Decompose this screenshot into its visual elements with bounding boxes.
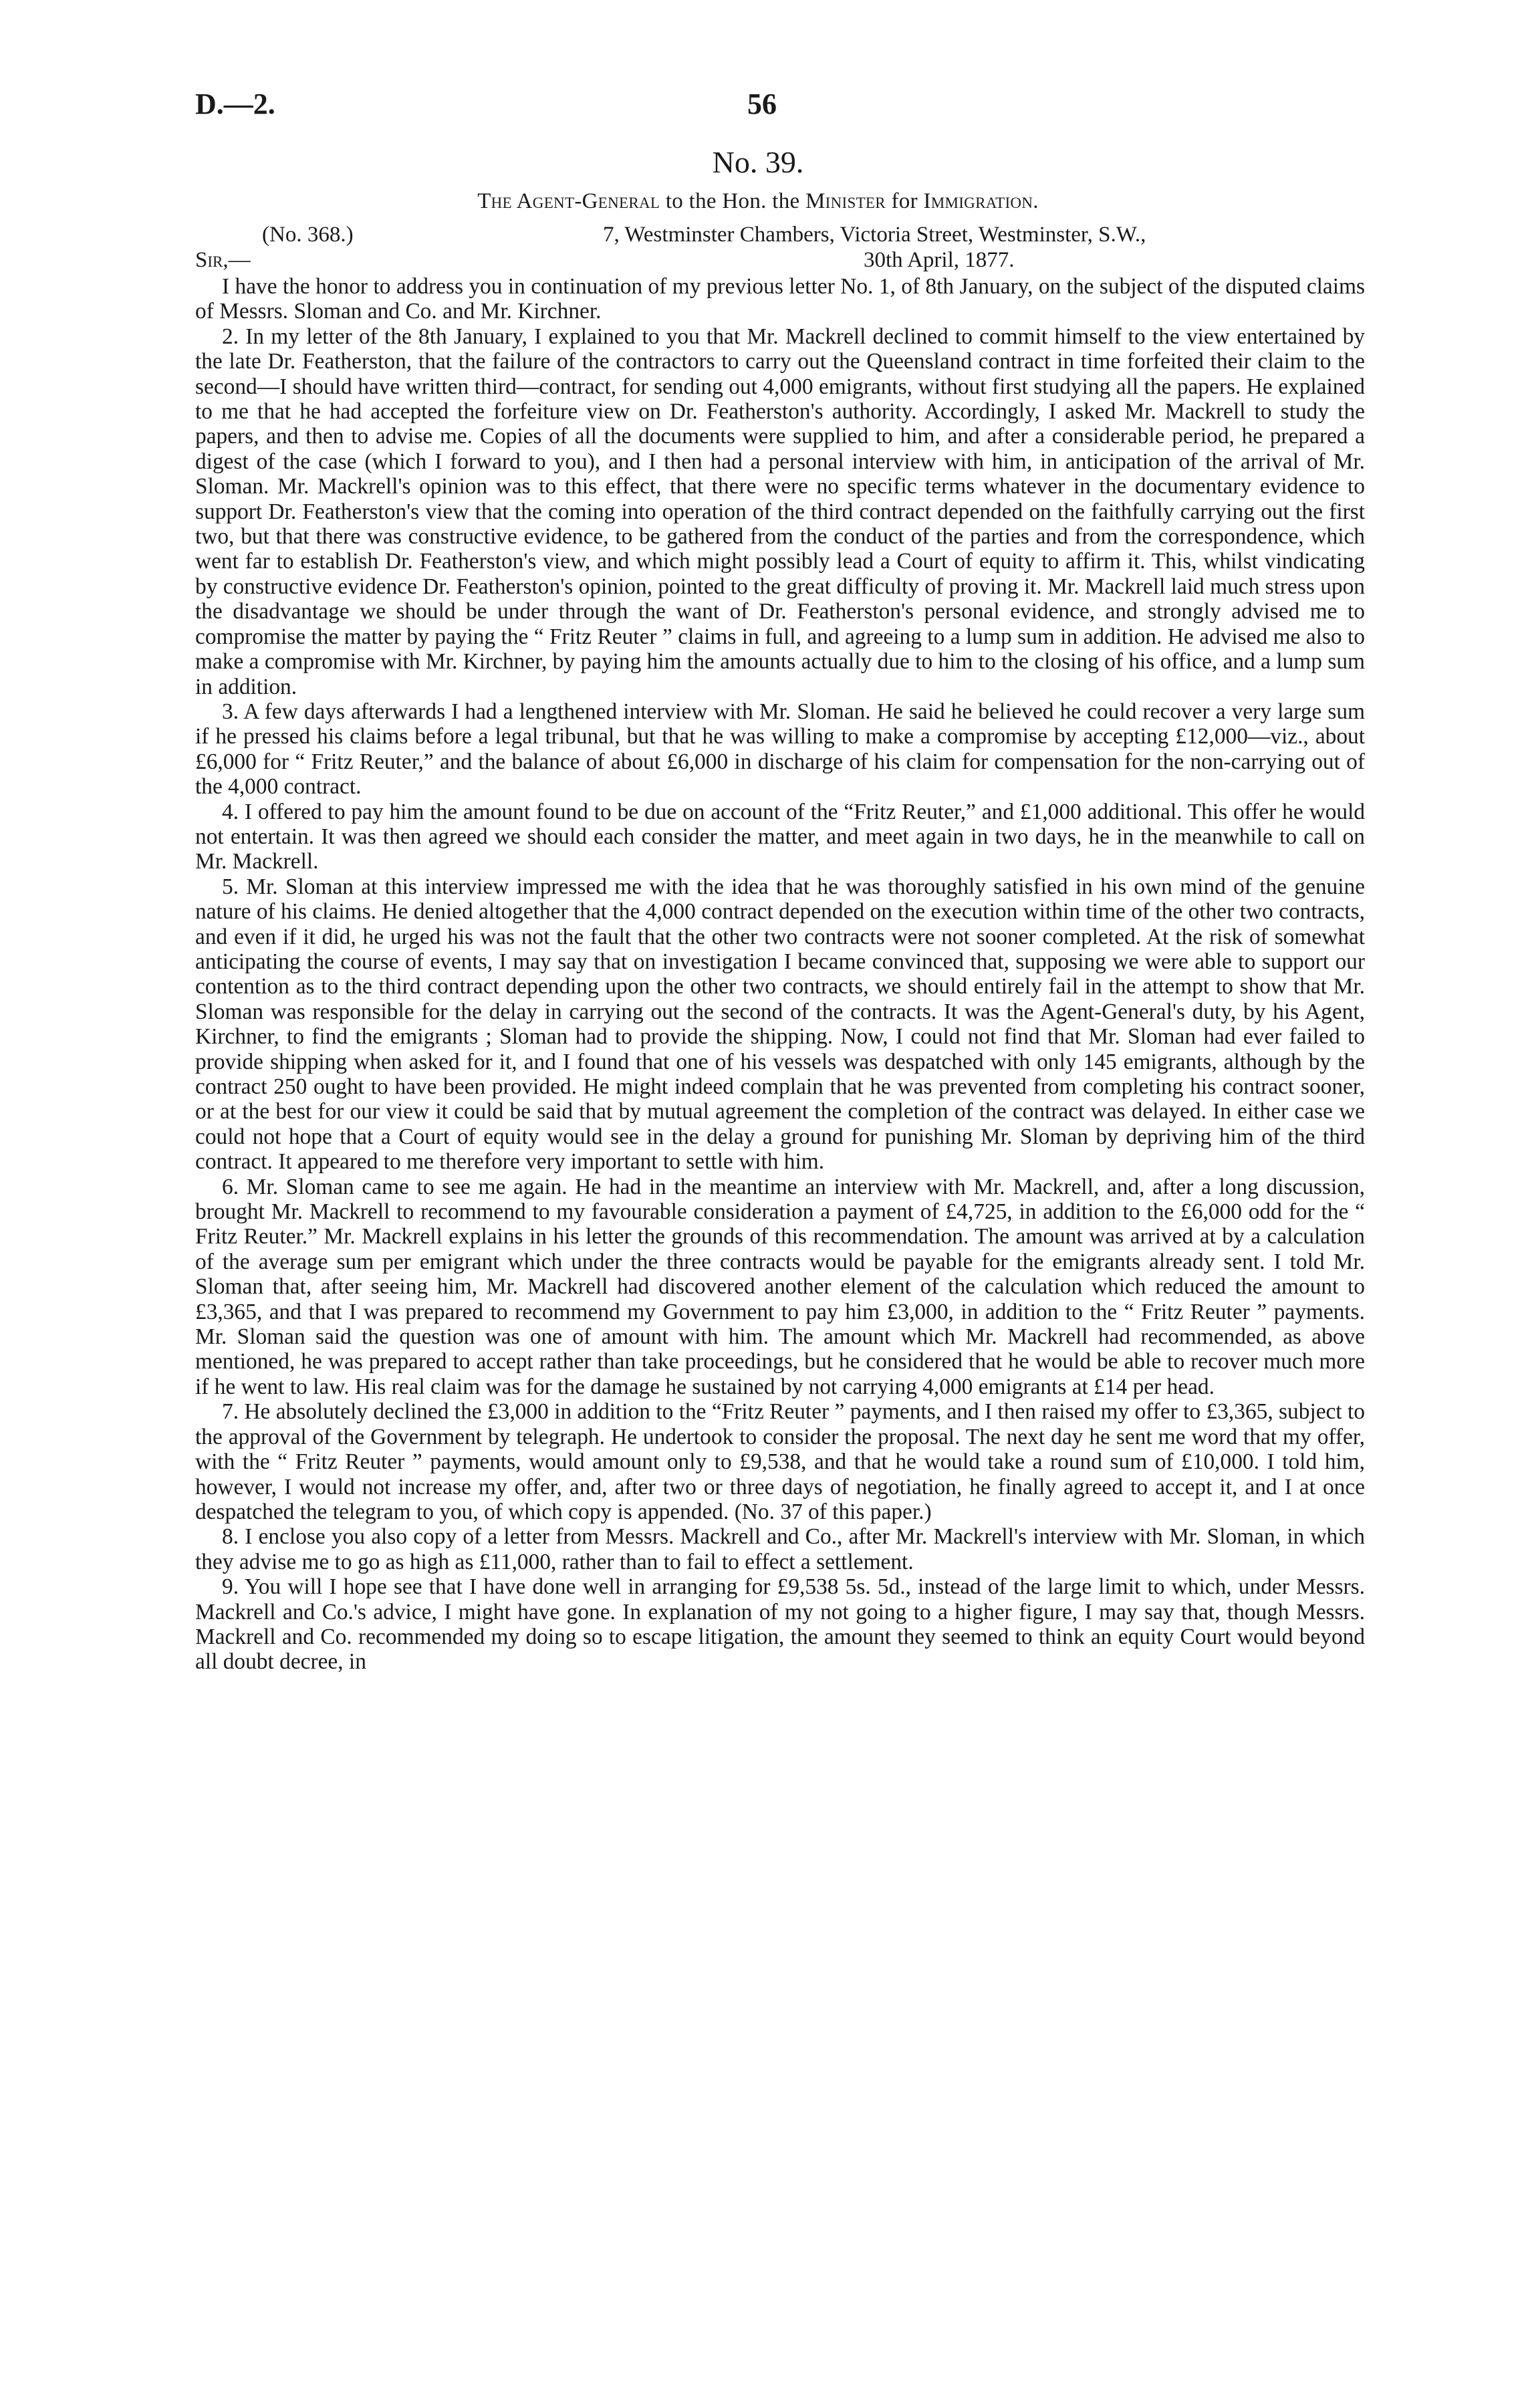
paragraph-9: 9. You will I hope see that I have done well in arranging for £9,538 5s. 5d., instead of the large limit to which, under Messrs. Mackrell and Co.'s advice, I might have gone. In explanation of my not going to a higher figure, I may say that, though Messrs. Mackrell and Co. recommended my doing so to escape litigation, the amount they seemed to think an equity Court would beyond all doubt decree, in <box>195 1574 1365 1675</box>
paragraph-4: 4. I offered to pay him the amount found to be due on account of the “Fritz Reuter,” and £1,000 additional. This offer he would not entertain. It was then agreed we should each consider the matter, and meet again in two days, he in the meanwhile to call on Mr. Mackrell. <box>195 799 1365 874</box>
paragraph-8: 8. I enclose you also copy of a letter from Messrs. Mackrell and Co., after Mr. Mackrell's interview with Mr. Sloman, in which they advise me to go as high as £11,000, rather than to fail to effect a settlement. <box>195 1524 1365 1574</box>
sender-address: 7, Westminster Chambers, Victoria Street, Westminster, S.W., <box>603 223 1146 247</box>
heading-minister: Minister <box>805 189 886 213</box>
letter-reference-number: (No. 368.) <box>262 223 354 247</box>
paragraph-6: 6. Mr. Sloman came to see me again. He had in the meantime an interview with Mr. Mackrell, and, after a long discussion, brought Mr. Mackrell to recommend to my favourable consideration a payment of £4,725, in addition to the £6,000 odd for the “ Fritz Reuter.” Mr. Mackrell explains in his letter the grounds of this recommendation. The amount was arrived at by a calculation of the average sum per emigrant which under the three contracts would be payable for the emigrants already sent. I told Mr. Sloman that, after seeing him, Mr. Mackrell had discovered another element of the calculation which reduced the amount to £3,365, and that I was prepared to recommend my Government to pay him £3,000, in addition to the “ Fritz Reuter ” payments. Mr. Sloman said the question was one of amount with him. The amount which Mr. Mackrell had recommended, as above mentioned, he was prepared to accept rather than take proceedings, but he considered that he would be able to recover much more if he went to law. His real claim was for the damage he sustained by not carrying 4,000 emigrants at £14 per head. <box>195 1174 1365 1399</box>
heading-department: Immigration. <box>923 189 1039 213</box>
heading-from: The Agent-General <box>477 189 660 213</box>
letter-body <box>195 274 1365 1675</box>
letter-heading <box>0 189 1516 214</box>
heading-to-hon: to the Hon. the <box>665 189 800 213</box>
paragraph-3: 3. A few days afterwards I had a lengthened interview with Mr. Sloman. He said he believed he could recover a very large sum if he pressed his claims before a legal tribunal, but that he was willing to make a compromise by accepting £12,000—viz., about £6,000 for “ Fritz Reuter,” and the balance of about £6,000 in discharge of his claim for compensation for the non-carrying out of the 4,000 contract. <box>195 699 1365 800</box>
paragraph-5: 5. Mr. Sloman at this interview impressed me with the idea that he was thoroughly satisfied in his own mind of the genuine nature of his claims. He denied altogether that the 4,000 contract depended on the execution within time of the other two contracts, and even if it did, he urged his was not the fault that the other two contracts were not sooner completed. At the risk of somewhat anticipating the course of events, I may say that on investigation I became convinced that, supposing we were able to support our contention as to the third contract depending upon the other two contracts, we should entirely fail in the attempt to show that Mr. Sloman was responsible for the delay in carrying out the second of the contracts. It was the Agent-General's duty, by his Agent, Kirchner, to find the emigrants ; Sloman had to provide the shipping. Now, I could not find that Mr. Sloman had ever failed to provide shipping when asked for it, and I found that one of his vessels was despatched with only 145 emigrants, although by the contract 250 ought to have been provided. He might indeed complain that he was prevented from completing his contract sooner, or at the best for our view it could be said that by mutual agreement the completion of the contract was delayed. In either case we could not hope that a Court of equity would see in the delay a ground for punishing Mr. Sloman by depriving him of the third contract. It appeared to me therefore very important to settle with him. <box>195 874 1365 1175</box>
paragraph-intro: I have the honor to address you in continuation of my previous letter No. 1, of 8th January, on the subject of the disputed claims of Messrs. Sloman and Co. and Mr. Kirchner. <box>195 274 1365 324</box>
page-number: 56 <box>747 88 777 120</box>
salutation: Sir,— <box>195 248 251 272</box>
paragraph-7: 7. He absolutely declined the £3,000 in addition to the “Fritz Reuter ” payments, and I then raised my offer to £3,365, subject to the approval of the Government by telegraph. He undertook to consider the proposal. The next day he sent me word that my offer, with the “ Fritz Reuter ” payments, would amount only to £9,538, and that he would take a round sum of £10,000. I told him, however, I would not increase my offer, and, after two or three days of negotiation, he finally agreed to accept it, and I at once despatched the telegram to you, of which copy is appended. (No. 37 of this paper.) <box>195 1399 1365 1524</box>
page-id: D.—2. <box>195 88 275 120</box>
letter-number: No. 39. <box>712 145 804 179</box>
heading-for: for <box>891 189 918 213</box>
paragraph-2: 2. In my letter of the 8th January, I explained to you that Mr. Mackrell declined to commit himself to the view entertained by the late Dr. Featherston, that the failure of the contractors to carry out the Queensland contract in time forfeited their claim to the second—I should have written third—contract, for sending out 4,000 emigrants, without first studying all the papers. He explained to me that he had accepted the forfeiture view on Dr. Featherston's authority. Accordingly, I asked Mr. Mackrell to study the papers, and then to advise me. Copies of all the documents were supplied to him, and after a considerable period, he prepared a digest of the case (which I forward to you), and I then had a personal interview with him, in anticipation of the arrival of Mr. Sloman. Mr. Mackrell's opinion was to this effect, that there were no specific terms whatever in the documentary evidence to support Dr. Featherston's view that the coming into operation of the third contract depended on the faithfully carrying out the first two, but that there was constructive evidence, to be gathered from the conduct of the parties and from the correspondence, which went far to establish Dr. Featherston's view, and which might possibly lead a Court of equity to affirm it. This, whilst vindicating by constructive evidence Dr. Featherston's opinion, pointed to the great difficulty of proving it. Mr. Mackrell laid much stress upon the disadvantage we should be under through the want of Dr. Featherston's personal evidence, and strongly advised me to compromise the matter by paying the “ Fritz Reuter ” claims in full, and agreeing to a lump sum in addition. He advised me also to make a compromise with Mr. Kirchner, by paying him the amounts actually due to him to the closing of his office, and a lump sum in addition. <box>195 324 1365 699</box>
letter-date: 30th April, 1877. <box>864 248 1015 272</box>
